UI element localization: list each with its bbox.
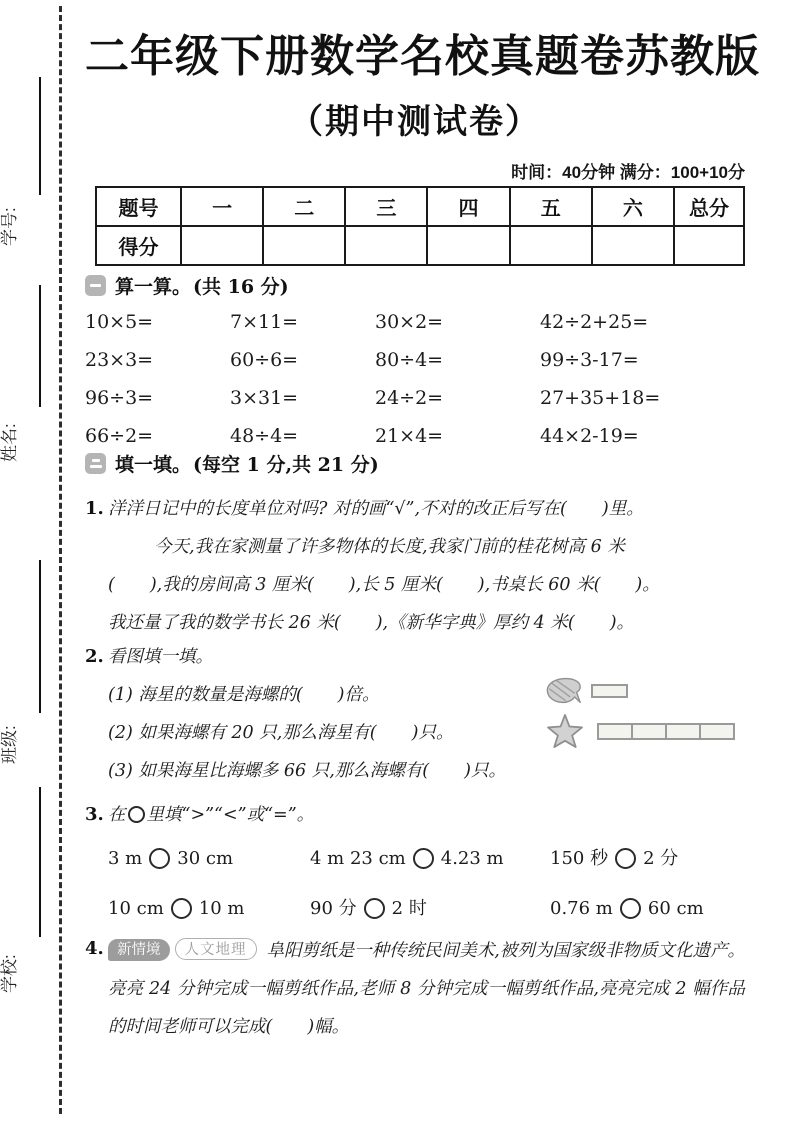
q3-intro <box>108 796 745 834</box>
comparison-item <box>310 834 550 884</box>
score-cell <box>345 226 427 265</box>
bar-segment <box>665 723 701 740</box>
score-cell <box>592 226 674 265</box>
question-2 <box>85 638 745 790</box>
humanities-geography-badge: 人文地理 <box>175 938 257 960</box>
score-header-cell: 六 <box>592 187 674 226</box>
score-header-cell: 一 <box>181 187 263 226</box>
question-1-number: 1. <box>85 498 104 519</box>
field-student-name <box>0 285 58 462</box>
bar-segment <box>631 723 667 740</box>
comparison-circle <box>364 898 385 919</box>
question-4 <box>85 930 745 1046</box>
comparison-item <box>550 834 745 884</box>
question-3-number: 3. <box>85 804 104 825</box>
exam-meta: 时间：40分钟 满分：100+10分 <box>511 163 745 182</box>
math-problem: 80÷4= <box>375 349 444 371</box>
bar-segment <box>597 723 633 740</box>
conch-icon <box>540 676 584 707</box>
score-cell <box>181 226 263 265</box>
comparison-right: 4.23 m <box>440 848 504 869</box>
paper-content <box>85 0 760 1122</box>
bar-segment <box>699 723 735 740</box>
score-header-cell: 三 <box>345 187 427 226</box>
score-header-cell: 总分 <box>674 187 744 226</box>
comparison-left: 0.76 m <box>550 898 613 919</box>
math-problem: 3×31= <box>230 387 299 409</box>
q1-diary-line: 我还量了我的数学书长 26 米( ),《新华字典》厚约 4 米( )。 <box>108 613 635 633</box>
comparison-right: 60 cm <box>647 898 704 919</box>
score-cell <box>510 226 592 265</box>
score-cell <box>674 226 744 265</box>
score-header-cell: 题号 <box>96 187 181 226</box>
q1-diary-line: ( ),我的房间高 3 厘米( ),长 5 厘米( ),书桌长 60 米( )。 <box>108 575 660 595</box>
section-one-header <box>85 272 289 299</box>
comparison-left: 3 m <box>108 848 143 869</box>
class-label: 班级: <box>0 725 19 764</box>
math-problem: 27+35+18= <box>540 387 661 409</box>
section-one-points: (共 16 分) <box>193 276 289 298</box>
conch-quantity-bar <box>591 684 628 698</box>
comparison-circle <box>171 898 192 919</box>
score-header-cell: 四 <box>427 187 509 226</box>
q2-intro: 看图填一填。 <box>108 647 213 667</box>
q2-item: (3) 如果海星比海螺多 66 只,那么海螺有( )只。 <box>108 761 506 781</box>
math-problem: 44×2-19= <box>540 425 639 447</box>
bar-segment <box>591 684 628 698</box>
student-name-label: 姓名: <box>0 423 19 462</box>
score-header-cell: 五 <box>510 187 592 226</box>
class-write-line <box>39 560 41 713</box>
field-student-id <box>0 77 58 246</box>
math-problem: 23×3= <box>85 349 154 371</box>
question-1 <box>85 490 745 642</box>
page-title: 二年级下册数学名校真题卷苏教版 <box>85 32 760 81</box>
math-problem: 30×2= <box>375 311 444 333</box>
math-problem: 10×5= <box>85 311 154 333</box>
q2-item: (2) 如果海螺有 20 只,那么海星有( )只。 <box>108 723 454 743</box>
comparison-right: 2 时 <box>391 898 427 919</box>
comparison-right: 30 cm <box>177 848 234 869</box>
conch-row <box>540 674 745 708</box>
comparison-right: 2 分 <box>643 848 679 869</box>
math-problem: 60÷6= <box>230 349 299 371</box>
score-table <box>95 186 745 266</box>
comparison-circle <box>620 898 641 919</box>
score-cell <box>263 226 345 265</box>
comparison-circle <box>413 848 434 869</box>
comparison-left: 90 分 <box>310 898 357 919</box>
comparison-item <box>108 884 310 934</box>
starfish-icon <box>540 713 590 749</box>
student-name-write-line <box>39 285 41 407</box>
section-one-title: 算一算。 <box>115 276 192 298</box>
section-one-number-icon <box>85 275 106 296</box>
section-two-header <box>85 450 379 477</box>
comparison-right: 10 m <box>198 898 245 919</box>
q3-comparison-grid <box>108 834 745 934</box>
score-row-label: 得分 <box>96 226 181 265</box>
comparison-item <box>310 884 550 934</box>
field-school <box>0 787 58 993</box>
field-class <box>0 560 58 764</box>
math-problems-grid <box>85 303 745 455</box>
math-problem: 96÷3= <box>85 387 154 409</box>
score-cell <box>427 226 509 265</box>
math-problem: 24÷2= <box>375 387 444 409</box>
q1-diary-line: 今天,我在家测量了许多物体的长度,我家门前的桂花树高 6 米 <box>154 537 625 557</box>
starfish-row <box>540 714 745 748</box>
q3-intro-prefix: 在 <box>108 805 126 825</box>
math-problem: 21×4= <box>375 425 444 447</box>
page-subtitle: （期中测试卷） <box>289 103 541 141</box>
score-table-score-row <box>96 226 744 265</box>
math-problem: 99÷3-17= <box>540 349 639 371</box>
question-2-number: 2. <box>85 646 104 667</box>
school-write-line <box>39 787 41 937</box>
math-problem: 7×11= <box>230 311 299 333</box>
student-id-label: 学号: <box>0 207 19 246</box>
section-two-title: 填一填。 <box>115 454 192 476</box>
comparison-left: 10 cm <box>108 898 164 919</box>
student-id-write-line <box>39 77 41 195</box>
comparison-item <box>108 834 310 884</box>
q2-diagram <box>540 674 745 748</box>
q4-paragraph <box>108 930 745 1046</box>
math-problem: 42÷2+25= <box>540 311 649 333</box>
question-3 <box>85 796 745 934</box>
section-two-points: (每空 1 分,共 21 分) <box>193 454 379 476</box>
comparison-left: 150 秒 <box>550 848 609 869</box>
q3-intro-suffix: 里填“>”“<”或“=”。 <box>146 805 315 825</box>
school-label: 学校: <box>0 954 19 993</box>
starfish-quantity-bar <box>597 723 735 740</box>
comparison-circle <box>615 848 636 869</box>
q1-intro: 洋洋日记中的长度单位对吗? 对的画“√”,不对的改正后写在( )里。 <box>108 499 644 519</box>
question-4-number: 4. <box>85 938 104 959</box>
section-two-number-icon <box>85 453 106 474</box>
new-context-badge: 新情境 <box>108 939 170 961</box>
q2-item: (1) 海星的数量是海螺的( )倍。 <box>108 685 380 705</box>
math-problem: 66÷2= <box>85 425 154 447</box>
comparison-item <box>550 884 745 934</box>
score-table-header-row <box>96 187 744 226</box>
seal-dashed-line <box>59 6 62 1114</box>
comparison-circle-icon <box>128 806 145 823</box>
math-problem: 48÷4= <box>230 425 299 447</box>
q4-text: 阜阳剪纸是一种传统民间美术,被列为国家级非物质文化遗产。亮亮 24 分钟完成一幅剪纸作品,老师 8 分钟完成一幅剪纸作品,亮亮完成 2 幅作品的时间老师可以完成( )幅。 <box>108 941 745 1037</box>
comparison-circle <box>149 848 170 869</box>
comparison-left: 4 m 23 cm <box>310 848 406 869</box>
score-header-cell: 二 <box>263 187 345 226</box>
